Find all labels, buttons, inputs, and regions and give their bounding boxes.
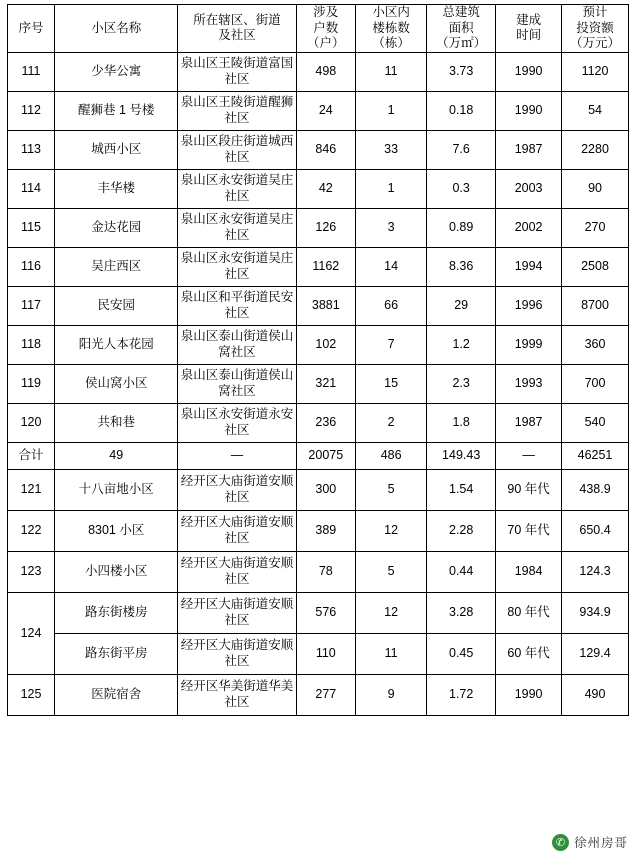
cell-no: 121 [8,469,55,510]
cell-year: 1990 [496,91,562,130]
cell-year: — [496,442,562,469]
cell-no: 116 [8,247,55,286]
cell-investment: 2280 [562,130,629,169]
header-cell-investment: 预计 投资额 （万元） [562,5,629,53]
cell-area: 2.3 [427,364,496,403]
cell-buildings: 33 [356,130,427,169]
table-row [8,510,629,551]
cell-buildings: 9 [356,674,427,715]
table-row [8,247,629,286]
cell-year: 2002 [496,208,562,247]
cell-name: 醒狮巷 1 号楼 [55,91,178,130]
cell-address: 经开区大庙街道安顺社区 [178,551,296,592]
cell-no: 124 [8,592,55,674]
table-row [8,130,629,169]
table-body [8,52,629,715]
cell-address: 泉山区和平街道民安社区 [178,286,296,325]
table-row [8,286,629,325]
cell-households: 20075 [296,442,356,469]
cell-name: 49 [55,442,178,469]
watermark-label: 徐州房哥 [573,836,628,850]
cell-investment: 438.9 [562,469,629,510]
cell-buildings: 15 [356,364,427,403]
cell-name: 小四楼小区 [55,551,178,592]
table-row [8,551,629,592]
cell-investment: 700 [562,364,629,403]
table-row [8,633,629,674]
cell-households: 1162 [296,247,356,286]
cell-area: 2.28 [427,510,496,551]
cell-address: 泉山区王陵街道富国社区 [178,52,296,91]
table-row [8,674,629,715]
cell-no: 123 [8,551,55,592]
cell-households: 42 [296,169,356,208]
cell-buildings: 3 [356,208,427,247]
table-row [8,403,629,442]
cell-households: 110 [296,633,356,674]
cell-no: 118 [8,325,55,364]
cell-year: 1994 [496,247,562,286]
cell-buildings: 1 [356,91,427,130]
cell-no: 112 [8,91,55,130]
cell-name: 路东街平房 [55,633,178,674]
table-row-summary [8,442,629,469]
cell-address: 泉山区永安街道吴庄社区 [178,247,296,286]
cell-name: 丰华楼 [55,169,178,208]
cell-address: 泉山区王陵街道醒狮社区 [178,91,296,130]
cell-year: 1990 [496,674,562,715]
cell-buildings: 5 [356,551,427,592]
cell-investment: 490 [562,674,629,715]
cell-investment: 90 [562,169,629,208]
cell-no: 117 [8,286,55,325]
cell-households: 24 [296,91,356,130]
cell-name: 少华公寓 [55,52,178,91]
cell-households: 277 [296,674,356,715]
cell-buildings: 66 [356,286,427,325]
cell-year: 1987 [496,403,562,442]
cell-investment: 270 [562,208,629,247]
cell-area: 0.18 [427,91,496,130]
cell-name: 城西小区 [55,130,178,169]
cell-year: 70 年代 [496,510,562,551]
table-row [8,208,629,247]
cell-households: 846 [296,130,356,169]
cell-households: 126 [296,208,356,247]
cell-households: 389 [296,510,356,551]
cell-year: 1987 [496,130,562,169]
cell-year: 1984 [496,551,562,592]
cell-area: 1.54 [427,469,496,510]
cell-year: 1990 [496,52,562,91]
table-row [8,325,629,364]
table-row [8,592,629,633]
cell-name: 十八亩地小区 [55,469,178,510]
cell-area: 0.3 [427,169,496,208]
cell-name: 民安园 [55,286,178,325]
cell-investment: 124.3 [562,551,629,592]
cell-year: 60 年代 [496,633,562,674]
table-header [8,5,629,53]
header-cell-name: 小区名称 [55,5,178,53]
cell-area: 29 [427,286,496,325]
cell-investment: 8700 [562,286,629,325]
cell-address: 经开区华美街道华美社区 [178,674,296,715]
cell-buildings: 12 [356,592,427,633]
cell-address: 泉山区段庄街道城西社区 [178,130,296,169]
cell-buildings: 2 [356,403,427,442]
cell-area: 3.73 [427,52,496,91]
cell-address: 泉山区泰山街道侯山窝社区 [178,364,296,403]
cell-area: 8.36 [427,247,496,286]
cell-name: 侯山窝小区 [55,364,178,403]
cell-address: 经开区大庙街道安顺社区 [178,469,296,510]
cell-investment: 2508 [562,247,629,286]
cell-address: 泉山区永安街道吴庄社区 [178,208,296,247]
table-row [8,364,629,403]
cell-no: 合计 [8,442,55,469]
header-cell-area: 总建筑 面积 （万㎡） [427,5,496,53]
cell-address: — [178,442,296,469]
cell-address: 泉山区泰山街道侯山窝社区 [178,325,296,364]
table-row [8,469,629,510]
cell-year: 1993 [496,364,562,403]
table-row [8,52,629,91]
header-cell-households: 涉及 户数 （户） [296,5,356,53]
cell-address: 泉山区永安街道吴庄社区 [178,169,296,208]
cell-area: 149.43 [427,442,496,469]
header-cell-buildings: 小区内 楼栋数 （栋） [356,5,427,53]
cell-households: 321 [296,364,356,403]
header-cell-address: 所在辖区、街道 及社区 [178,5,296,53]
cell-year: 80 年代 [496,592,562,633]
cell-area: 7.6 [427,130,496,169]
cell-buildings: 486 [356,442,427,469]
cell-households: 102 [296,325,356,364]
cell-households: 498 [296,52,356,91]
old-community-renovation-table [7,4,629,716]
cell-buildings: 1 [356,169,427,208]
cell-area: 1.8 [427,403,496,442]
cell-area: 0.89 [427,208,496,247]
cell-no: 120 [8,403,55,442]
cell-address: 经开区大庙街道安顺社区 [178,633,296,674]
cell-address: 泉山区永安街道永安社区 [178,403,296,442]
table-row [8,169,629,208]
cell-households: 78 [296,551,356,592]
wechat-icon: ✆ [552,834,569,851]
cell-no: 111 [8,52,55,91]
cell-name: 阳光人本花园 [55,325,178,364]
cell-investment: 54 [562,91,629,130]
cell-buildings: 11 [356,52,427,91]
cell-buildings: 14 [356,247,427,286]
header-cell-no: 序号 [8,5,55,53]
cell-name: 共和巷 [55,403,178,442]
cell-address: 经开区大庙街道安顺社区 [178,592,296,633]
watermark [552,833,628,851]
cell-investment: 360 [562,325,629,364]
cell-investment: 1120 [562,52,629,91]
cell-year: 1999 [496,325,562,364]
cell-households: 576 [296,592,356,633]
cell-area: 0.45 [427,633,496,674]
cell-area: 1.72 [427,674,496,715]
cell-buildings: 12 [356,510,427,551]
cell-households: 3881 [296,286,356,325]
cell-no: 122 [8,510,55,551]
cell-buildings: 7 [356,325,427,364]
cell-investment: 650.4 [562,510,629,551]
cell-area: 0.44 [427,551,496,592]
cell-area: 1.2 [427,325,496,364]
cell-no: 114 [8,169,55,208]
cell-address: 经开区大庙街道安顺社区 [178,510,296,551]
header-cell-year: 建成 时间 [496,5,562,53]
cell-no: 119 [8,364,55,403]
cell-name: 金达花园 [55,208,178,247]
cell-name: 8301 小区 [55,510,178,551]
cell-name: 吴庄西区 [55,247,178,286]
cell-name: 医院宿舍 [55,674,178,715]
cell-no: 115 [8,208,55,247]
cell-investment: 46251 [562,442,629,469]
cell-no: 113 [8,130,55,169]
cell-year: 1996 [496,286,562,325]
cell-name: 路东街楼房 [55,592,178,633]
cell-buildings: 5 [356,469,427,510]
cell-year: 2003 [496,169,562,208]
table-row [8,91,629,130]
cell-investment: 540 [562,403,629,442]
cell-households: 236 [296,403,356,442]
cell-buildings: 11 [356,633,427,674]
cell-year: 90 年代 [496,469,562,510]
cell-households: 300 [296,469,356,510]
cell-investment: 129.4 [562,633,629,674]
cell-investment: 934.9 [562,592,629,633]
cell-area: 3.28 [427,592,496,633]
cell-no: 125 [8,674,55,715]
